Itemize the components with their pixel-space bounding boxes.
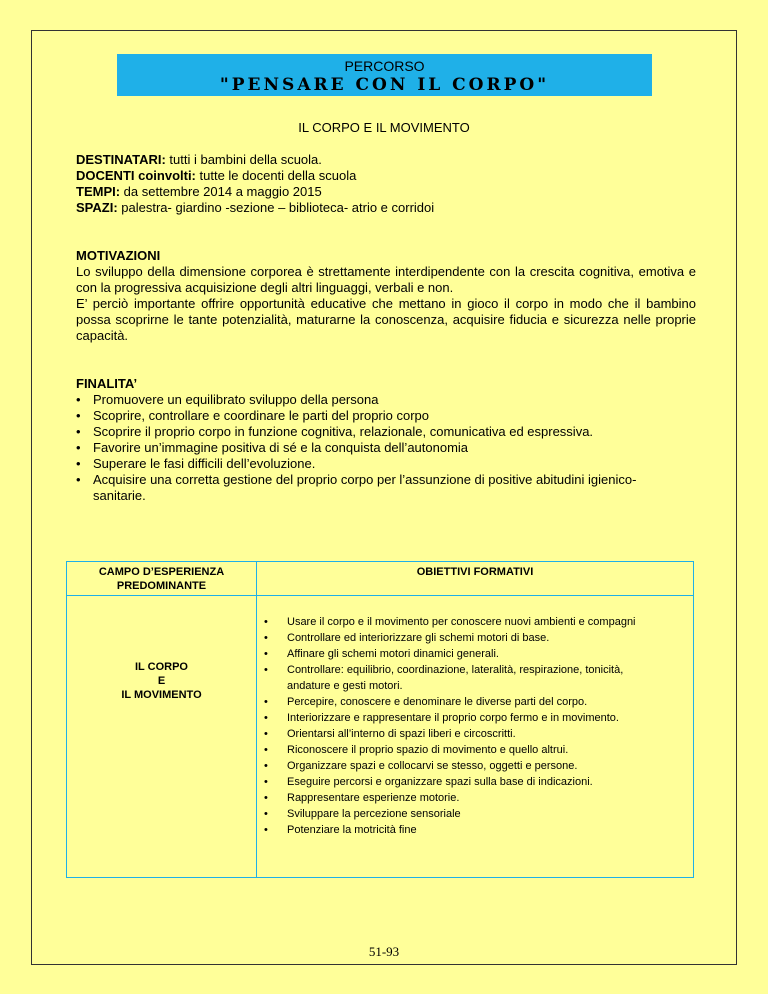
list-item: • Usare il corpo e il movimento per conoscere nuovi ambienti e compagni (287, 614, 667, 630)
page-title: "PENSARE CON IL CORPO" (219, 75, 550, 95)
finalita-heading: FINALITA’ (76, 376, 138, 391)
table-header-obiettivi: OBIETTIVI FORMATIVI (257, 562, 693, 596)
list-item: • Controllare: equilibrio, coordinazione, lateralità, respirazione, tonicità, andature e gesti motori. (287, 662, 667, 694)
subtitle: IL CORPO E IL MOVIMENTO (298, 120, 470, 135)
motivazioni-paragraph-1: Lo sviluppo della dimensione corporea è strettamente interdipendente con la crescita cognitiva, emotiva e con la progressiva acquisizione degli altri linguaggi, verbali e non. (76, 264, 696, 295)
list-item: • Affinare gli schemi motori dinamici generali. (287, 646, 667, 662)
list-item: • Percepire, conoscere e denominare le diverse parti del corpo. (287, 694, 667, 710)
obiettivi-list (287, 614, 667, 838)
table-cell-campo: IL CORPO E IL MOVIMENTO (67, 596, 257, 877)
info-docenti: DOCENTI coinvolti: tutte le docenti della scuola (76, 168, 357, 183)
list-item: • Orientarsi all’interno di spazi liberi e circoscritti. (287, 726, 667, 742)
list-item: • Favorire un’immagine positiva di sé e la conquista dell’autonomia (93, 440, 696, 456)
finalita-list (76, 392, 696, 504)
list-item: • Sviluppare la percezione sensoriale (287, 806, 667, 822)
list-item: • Potenziare la motricità fine (287, 822, 667, 838)
info-block (76, 152, 434, 216)
list-item: • Eseguire percorsi e organizzare spazi sulla base di indicazioni. (287, 774, 667, 790)
table-header-campo: CAMPO D’ESPERIENZA PREDOMINANTE (67, 562, 257, 596)
list-item: • Rappresentare esperienze motorie. (287, 790, 667, 806)
title-kicker: PERCORSO (344, 58, 425, 74)
table-cell-obiettivi (257, 596, 693, 877)
motivazioni-section (76, 248, 696, 344)
list-item: • Organizzare spazi e collocarvi se stesso, oggetti e persone. (287, 758, 667, 774)
list-item: • Promuovere un equilibrato sviluppo della persona (93, 392, 696, 408)
info-tempi: TEMPI: da settembre 2014 a maggio 2015 (76, 184, 322, 199)
list-item: • Riconoscere il proprio spazio di movimento e quello altrui. (287, 742, 667, 758)
list-item: • Scoprire, controllare e coordinare le parti del proprio corpo (93, 408, 696, 424)
list-item: • Superare le fasi difficili dell’evoluzione. (93, 456, 696, 472)
objectives-table (66, 561, 694, 878)
list-item: • Scoprire il proprio corpo in funzione cognitiva, relazionale, comunicativa ed espressiva. (93, 424, 696, 440)
title-banner (117, 54, 652, 96)
list-item: • Controllare ed interiorizzare gli schemi motori di base. (287, 630, 667, 646)
motivazioni-heading: MOTIVAZIONI (76, 248, 161, 263)
motivazioni-paragraph-2: E’ perciò importante offrire opportunità educative che mettano in gioco il corpo in modo che il bambino possa scoprirne le tante potenzialità, maturarne la conoscenza, acquisire fiducia e sicurezza nelle proprie capacità. (76, 296, 696, 343)
list-item: • Interiorizzare e rappresentare il proprio corpo fermo e in movimento. (287, 710, 667, 726)
list-item: • Acquisire una corretta gestione del proprio corpo per l’assunzione di positive abitudini igienico-sanitarie. (93, 472, 696, 504)
info-destinatari: DESTINATARI: tutti i bambini della scuola. (76, 152, 322, 167)
finalita-section (76, 376, 696, 504)
info-spazi: SPAZI: palestra- giardino -sezione – biblioteca- atrio e corridoi (76, 200, 435, 215)
page-number: 51-93 (368, 944, 400, 959)
